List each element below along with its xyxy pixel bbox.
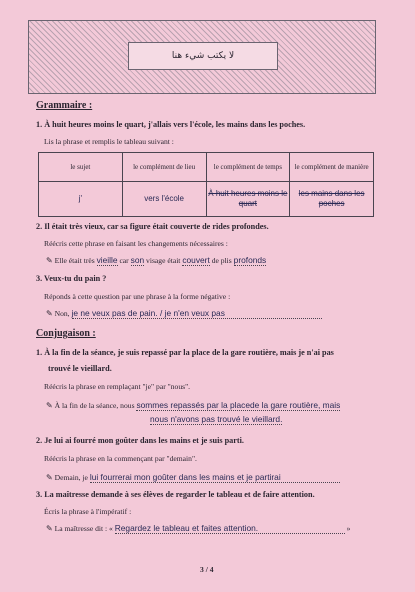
section-title-grammaire: Grammaire : [36, 100, 93, 111]
conj-question-1-line-2: trouvé le vieillard. [48, 364, 112, 373]
table-header: le complément de lieu [122, 153, 206, 182]
grammar-table [38, 152, 374, 217]
pen-icon: ✎ [46, 256, 53, 265]
grammar-answer-2: ✎ Elle était très vieille car son visage était couvert de plis profonds [46, 255, 267, 265]
conj-answer-3: ✎ La maîtresse dit : « Regardez le tableau et faites attention. » [46, 523, 351, 533]
section-title-conjugaison: Conjugaison : [36, 328, 96, 339]
table-cell [290, 182, 374, 217]
answer-lieu: vers l'école [144, 194, 184, 203]
answer-son: son [130, 255, 145, 265]
pen-icon: ✎ [46, 401, 53, 410]
conj-answer-2: ✎ Demain, je lui fourrerai mon goûter dans les mains et je partirai [46, 472, 340, 483]
table-cell [122, 182, 206, 217]
conj-question-3: 3. La maîtresse demande à ses élèves de regarder le tableau et de faire attention. [36, 490, 315, 499]
answer-imperatif: Regardez le tableau et faites attention. [115, 523, 345, 534]
answer-profonds: profonds [233, 255, 267, 265]
grammar-instruction-1: Lis la phrase et remplis le tableau suivant : [44, 137, 174, 146]
table-cell [39, 182, 123, 217]
page-number: 3 / 4 [200, 565, 214, 574]
table-header: le complément de manière [290, 153, 374, 182]
pen-icon: ✎ [46, 524, 53, 533]
arabic-notice: لا يكتب شيء هنا [128, 42, 278, 70]
answer-couvert: couvert [182, 255, 210, 265]
grammar-instruction-3: Réponds à cette question par une phrase à la forme négative : [44, 292, 231, 301]
conj-instruction-1: Réécris la phrase en remplaçant "je" par "nous". [44, 382, 191, 391]
table-header: le complément de temps [206, 153, 290, 182]
conj-question-1-line-1: 1. À la fin de la séance, je suis repassé par la place de la gare routière, mais je n'ai pas [36, 348, 334, 357]
grammar-question-3: 3. Veux-tu du pain ? [36, 274, 107, 283]
answer-nous-line-1: sommes repassés par la placede la gare routière, mais [136, 400, 341, 410]
answer-subject: j' [78, 194, 83, 203]
conj-answer-1-line-2 [150, 414, 282, 425]
answer-demain: lui fourrerai mon goûter dans les mains et je partirai [90, 472, 340, 483]
table-header: le sujet [39, 153, 123, 182]
grammar-question-2: 2. Il était très vieux, car sa figure était couverte de rides profondes. [36, 222, 269, 231]
conj-question-2: 2. Je lui ai fourré mon goûter dans les mains et je suis parti. [36, 436, 244, 445]
conj-instruction-3: Écris la phrase à l'impératif : [44, 507, 132, 516]
pen-icon: ✎ [46, 309, 53, 318]
grammar-answer-3: ✎ Non, je ne veux pas de pain. / je n'en veux pas [46, 308, 322, 319]
answer-vieille: vieille [96, 255, 118, 265]
conj-answer-1-line-1: ✎ À la fin de la séance, nous sommes repassés par la placede la gare routière, mais [46, 400, 341, 410]
answer-negative: je ne veux pas de pain. / je n'en veux pas [72, 308, 322, 319]
grammar-instruction-2: Réécris cette phrase en faisant les changements nécessaires : [44, 239, 228, 248]
table-cell [206, 182, 290, 217]
grammar-question-1: 1. À huit heures moins le quart, j'allais vers l'école, les mains dans les poches. [36, 120, 306, 129]
answer-maniere: les mains dans les poches [298, 189, 365, 208]
pen-icon: ✎ [46, 473, 53, 482]
answer-nous-line-2: nous n'avons pas trouvé le vieillard. [150, 414, 283, 424]
conj-instruction-2: Réécris la phrase en la commençant par "demain". [44, 454, 197, 463]
answer-temps: À huit heures moins le quart [208, 189, 288, 208]
